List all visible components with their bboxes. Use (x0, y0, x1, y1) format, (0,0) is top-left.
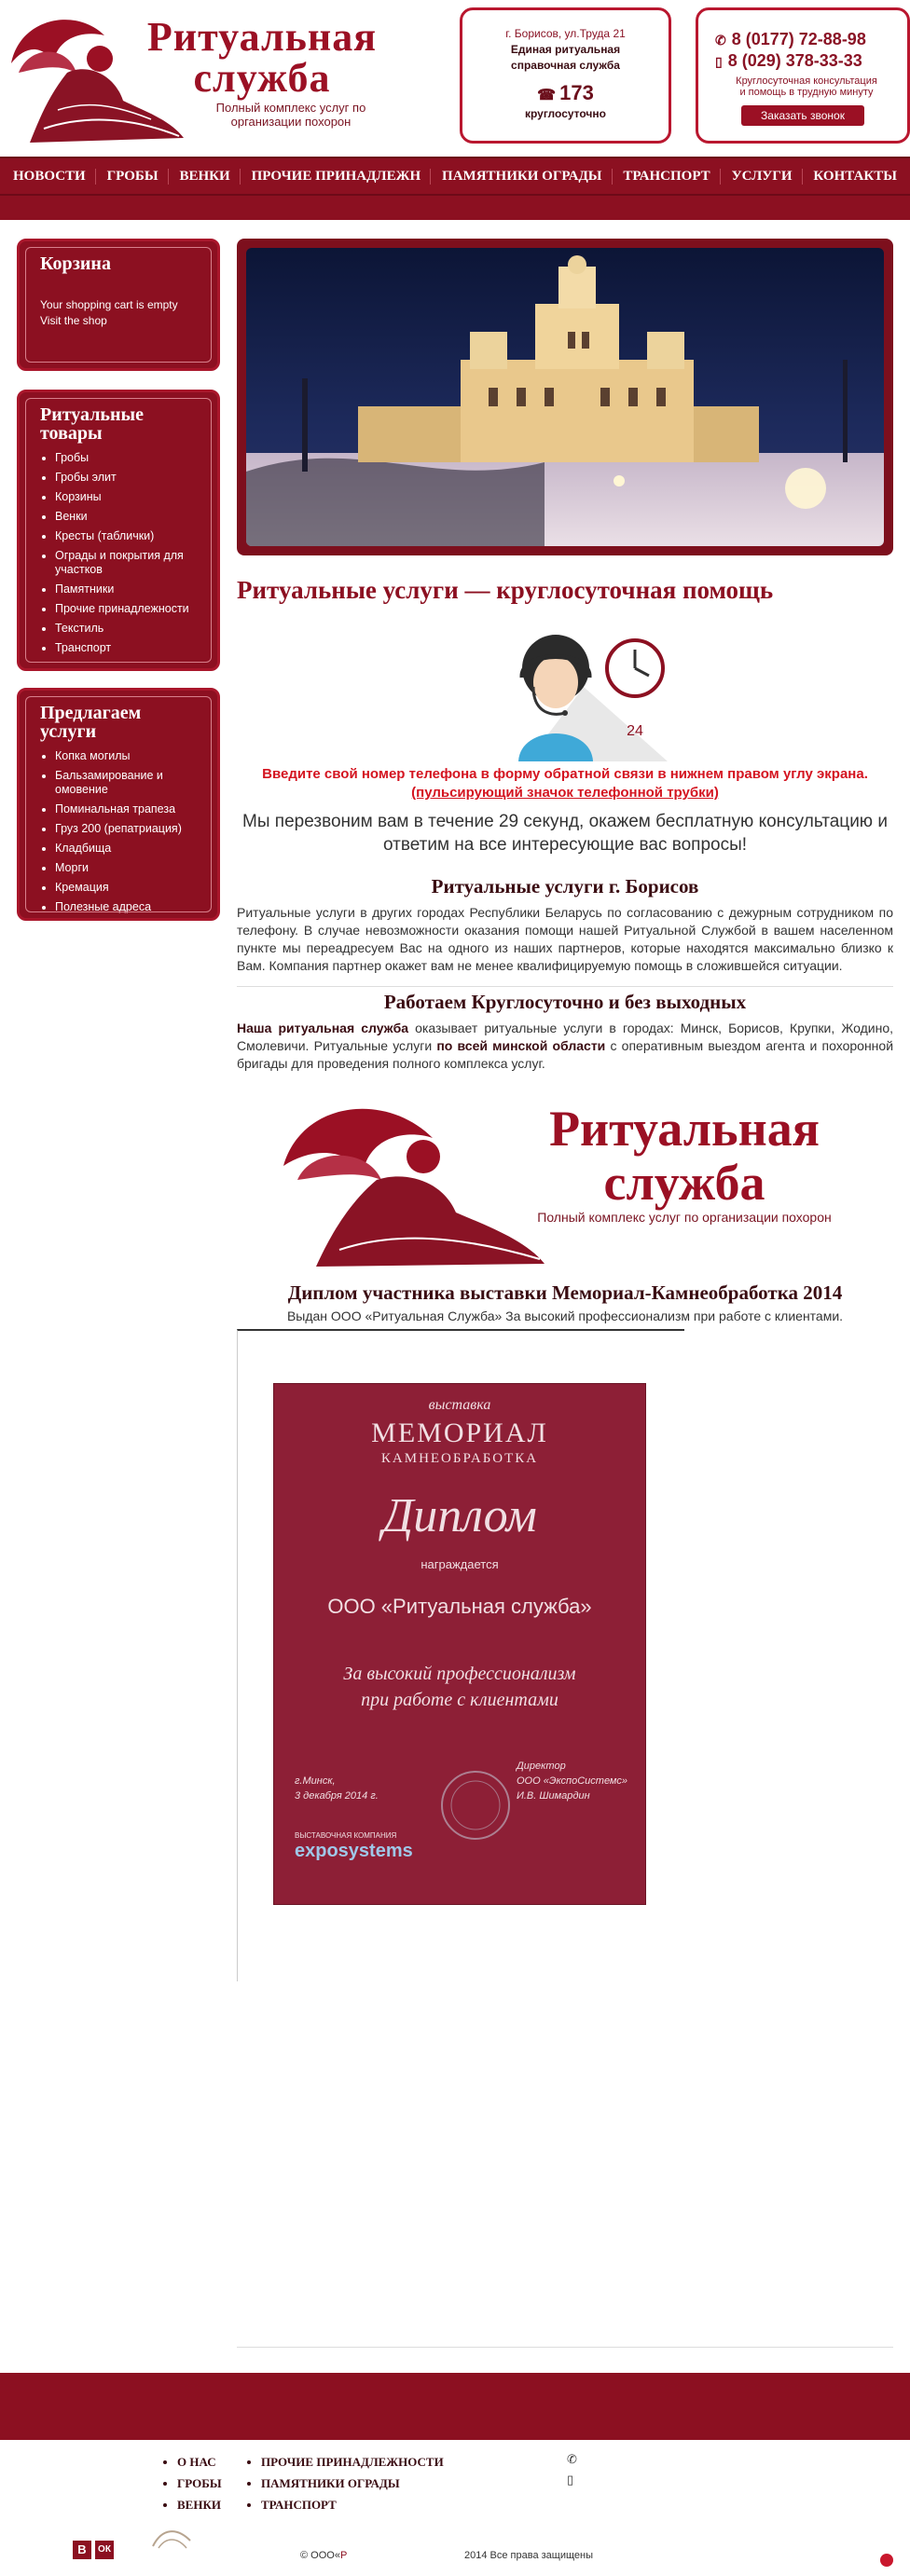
service-item-memorial-meal[interactable]: • Поминальная трапеза (55, 800, 217, 819)
church-night-photo (246, 248, 884, 546)
main-panel (0, 220, 910, 2373)
section-247-text1: оказывает ритуальные услуги в городах: Минск, Борисов, Крупки, Жодино, Смолевичи. Ритуальные услуги (237, 1021, 893, 1053)
diploma-word: Диплом (382, 1489, 537, 1542)
site-header (0, 0, 910, 157)
consultation-note (715, 75, 898, 98)
callback-promise (237, 810, 893, 856)
goods-item-baskets[interactable]: • Корзины (55, 487, 217, 507)
cart-title: Корзина (40, 253, 111, 274)
diploma-certificate (273, 1383, 646, 1905)
footer-mobile-icon: ▯ (567, 2473, 574, 2487)
page-title: Ритуальные услуги — круглосуточная помощь (237, 576, 774, 604)
diploma-top-word: выставка (428, 1397, 491, 1413)
callback-promise-line1: Мы перезвоним вам в течение 29 секунд, окажем бесплатную консультацию и (242, 812, 888, 831)
goods-item-fences[interactable]: • Ограды и покрытия для участков (55, 546, 217, 580)
nav-transport[interactable]: ТРАНСПОРТ (614, 169, 720, 185)
content-bottom-divider (237, 2347, 893, 2348)
diploma-date: 3 декабря 2014 г. (295, 1790, 379, 1802)
service-name-line1: Единая ритуальная (510, 43, 621, 56)
nav-coffins[interactable]: ГРОБЫ (98, 169, 169, 185)
order-call-button[interactable]: Заказать звонок (741, 105, 864, 126)
copyright-text (300, 2550, 347, 2561)
photo-slider[interactable] (237, 239, 893, 555)
service-item-cremation[interactable]: • Кремация (55, 878, 217, 897)
phone-mobile-value: 8 (029) 378-33-33 (727, 51, 862, 70)
nav-contacts[interactable]: КОНТАКТЫ (813, 168, 897, 184)
footer-band (0, 2373, 910, 2440)
cart-box (17, 239, 220, 371)
decorative-band (0, 196, 910, 220)
cart-empty-text: Your shopping cart is empty (40, 298, 178, 311)
service-item-morgues[interactable]: • Морги (55, 858, 217, 878)
logo-subtitle: Полный комплекс услуг по организации похорон (215, 101, 366, 129)
diploma-name2: КАМНЕОБРАБОТКА (380, 1451, 539, 1466)
section-247-bold1: Наша ритуальная служба (237, 1021, 409, 1035)
footer-link-accessories[interactable]: • ПРОЧИЕ ПРИНАДЛЕЖНОСТИ (261, 2451, 444, 2473)
logo-title[interactable] (127, 14, 397, 101)
diploma-reason2: при работе с клиентами (361, 1690, 558, 1710)
goods-item-accessories[interactable]: • Прочие принадлежности (55, 599, 217, 619)
diploma-place: г.Минск, (295, 1775, 336, 1787)
support-operator-icon (444, 631, 686, 761)
nav-monuments[interactable]: ПАМЯТНИКИ ОГРАДЫ (433, 169, 612, 185)
goods-item-monuments[interactable]: • Памятники (55, 580, 217, 599)
nav-news[interactable]: НОВОСТИ (4, 169, 96, 185)
footer-link-about[interactable]: • О НАС (177, 2451, 222, 2473)
site-footer (0, 2440, 910, 2576)
service-item-mourning-hall[interactable]: • Траурный зал (55, 917, 217, 937)
section-247-text2: с оперативным выездом агента и похоронной бригады для проведения полного комплекса услуг. (237, 1038, 894, 1071)
red-instruction-line2[interactable]: (пульсирующий значок телефонной трубки) (411, 785, 719, 801)
diploma-brand: exposystems (295, 1841, 413, 1861)
goods-item-elite-coffins[interactable]: • Гробы элит (55, 468, 217, 487)
cart-text (40, 297, 217, 329)
service-item-cemeteries[interactable]: • Кладбища (55, 839, 217, 858)
mobile-phone-icon: ▯ (715, 54, 723, 69)
red-instruction (237, 765, 893, 802)
services-menu (17, 688, 220, 933)
section-247-text (237, 1020, 893, 1073)
copyright-accent: Р (339, 2550, 348, 2561)
rights-text: 2014 Все права защищены (464, 2550, 594, 2561)
footer-nav-col1 (177, 2451, 222, 2515)
info-box (460, 7, 671, 144)
nav-wreaths[interactable]: ВЕНКИ (170, 169, 240, 185)
footer-phone-icons (567, 2449, 586, 2490)
phone-landline-value: 8 (0177) 72-88-98 (731, 30, 866, 48)
copyright-prefix: © ООО« (300, 2550, 340, 2561)
phone-dial-icon: ☎ (537, 88, 557, 103)
visit-shop-link[interactable]: Visit the shop (40, 314, 107, 327)
hours-note: круглосуточно (525, 107, 606, 120)
diploma-image[interactable] (237, 1329, 684, 1981)
goods-title-line2: товары (40, 423, 103, 444)
diploma-director3: И.В. Шимардин (517, 1790, 590, 1802)
diploma-stamp-icon (438, 1768, 513, 1843)
footer-phone-icon: ✆ (567, 2452, 577, 2466)
callback-promise-line2: ответим на все интересующие вас вопросы! (382, 835, 748, 855)
diploma-reason1: За высокий профессионализм (343, 1664, 576, 1684)
section-247-title: Работаем Круглосуточно и без выходных (383, 991, 747, 1013)
brand-logo-sub: Полный комплекс услуг по организации похорон (537, 1210, 832, 1225)
short-number[interactable] (462, 81, 669, 105)
service-item-grave[interactable]: • Копка могилы (55, 747, 217, 766)
footer-link-monuments[interactable]: • ПАМЯТНИКИ ОГРАДЫ (261, 2473, 444, 2494)
diploma-subtitle: Выдан ООО «Ритуальная Служба» За высокий профессионализм при работе с клиентами. (286, 1309, 844, 1323)
section-247-bold2: по всей минской области (436, 1038, 606, 1053)
services-title-line2: услуги (40, 721, 97, 742)
nav-services[interactable]: УСЛУГИ (723, 169, 803, 185)
clock-24-label: 24 (627, 723, 643, 739)
footer-link-wreaths[interactable]: • ВЕНКИ (177, 2494, 222, 2515)
consultation-note-line1: Круглосуточная консультация (736, 75, 877, 87)
brand-logo-large (274, 1091, 852, 1268)
nav-accessories[interactable]: ПРОЧИЕ ПРИНАДЛЕЖН (242, 169, 431, 185)
service-item-addresses[interactable]: • Полезные адреса (55, 897, 217, 917)
services-title (40, 704, 217, 741)
goods-item-coffins[interactable]: • Гробы (55, 448, 217, 468)
footer-flourish-icon (149, 2524, 194, 2552)
logo-title-line2: служба (193, 55, 331, 101)
phone-handset-icon: ✆ (715, 33, 726, 48)
main-nav (0, 157, 910, 196)
contacts-box (696, 7, 910, 144)
service-name-line2: справочная служба (511, 59, 620, 72)
footer-link-transport[interactable]: • ТРАНСПОРТ (261, 2494, 444, 2515)
services-list (55, 747, 217, 937)
diploma-title: Диплом участника выставки Мемориал-Камнеобработка 2014 (287, 1281, 843, 1304)
red-instruction-line1: Введите свой номер телефона в форму обратной связи в нижнем правом углу экрана. (262, 766, 868, 782)
diploma-director1: Директор (517, 1761, 566, 1772)
services-title-line1: Предлагаем (40, 703, 142, 723)
section-borisov-text: Ритуальные услуги в других городах Республики Беларусь по согласованию с дежурным сотрудником по телефону. В случае невозможности оказания помощи нашей Ритуальной Службой в вашем населенном пункте мы переадресуем Вас на одного из наших партнеров, которые находятся максимально близко к Вам. Компания партнер окажет вам не менее квалифицируемую помощь в сложившейся ситуации. (237, 905, 893, 973)
logo-title-line1: Ритуальная (146, 14, 378, 60)
goods-title (40, 405, 217, 443)
goods-list (55, 448, 217, 658)
footer-nav-col2 (261, 2451, 444, 2515)
content-area (237, 239, 893, 1981)
service-item-repatriation[interactable]: • Груз 200 (репатриация) (55, 819, 217, 839)
odnoklassniki-icon[interactable]: ОК (95, 2541, 114, 2559)
diploma-brand-small: ВЫСТАВОЧНАЯ КОМПАНИЯ (295, 1831, 397, 1840)
callback-pulse-icon[interactable] (880, 2554, 893, 2567)
goods-menu (17, 390, 220, 671)
brand-logo-line1: Ритуальная (549, 1101, 820, 1157)
brand-logo-line2: служба (603, 1155, 765, 1211)
service-item-embalming[interactable]: • Бальзамирование и омовение (55, 766, 217, 800)
goods-item-wreaths[interactable]: • Венки (55, 507, 217, 527)
diploma-awarded: награждается (421, 1557, 499, 1571)
footer-link-coffins[interactable]: • ГРОБЫ (177, 2473, 222, 2494)
phone-mobile[interactable] (715, 50, 907, 72)
goods-title-line1: Ритуальные (40, 404, 145, 425)
diploma-director2: ООО «ЭкспоСистемс» (517, 1775, 627, 1787)
goods-item-textile[interactable]: • Текстиль (55, 619, 217, 638)
diploma-org: ООО «Ритуальная служба» (327, 1595, 592, 1618)
vk-icon[interactable]: В (73, 2541, 91, 2559)
consultation-note-line2: и помощь в трудную минуту (739, 87, 874, 98)
goods-item-transport[interactable]: • Транспорт (55, 638, 217, 658)
section-borisov-title: Ритуальные услуги г. Борисов (431, 875, 699, 897)
short-number-value: 173 (559, 81, 594, 104)
diploma-name1: МЕМОРИАЛ (371, 1418, 548, 1448)
goods-item-crosses[interactable]: • Кресты (таблички) (55, 527, 217, 546)
service-name (462, 42, 669, 74)
address-text: г. Борисов, ул.Труда 21 (505, 27, 626, 40)
divider (237, 986, 893, 987)
phone-landline[interactable] (715, 29, 907, 50)
